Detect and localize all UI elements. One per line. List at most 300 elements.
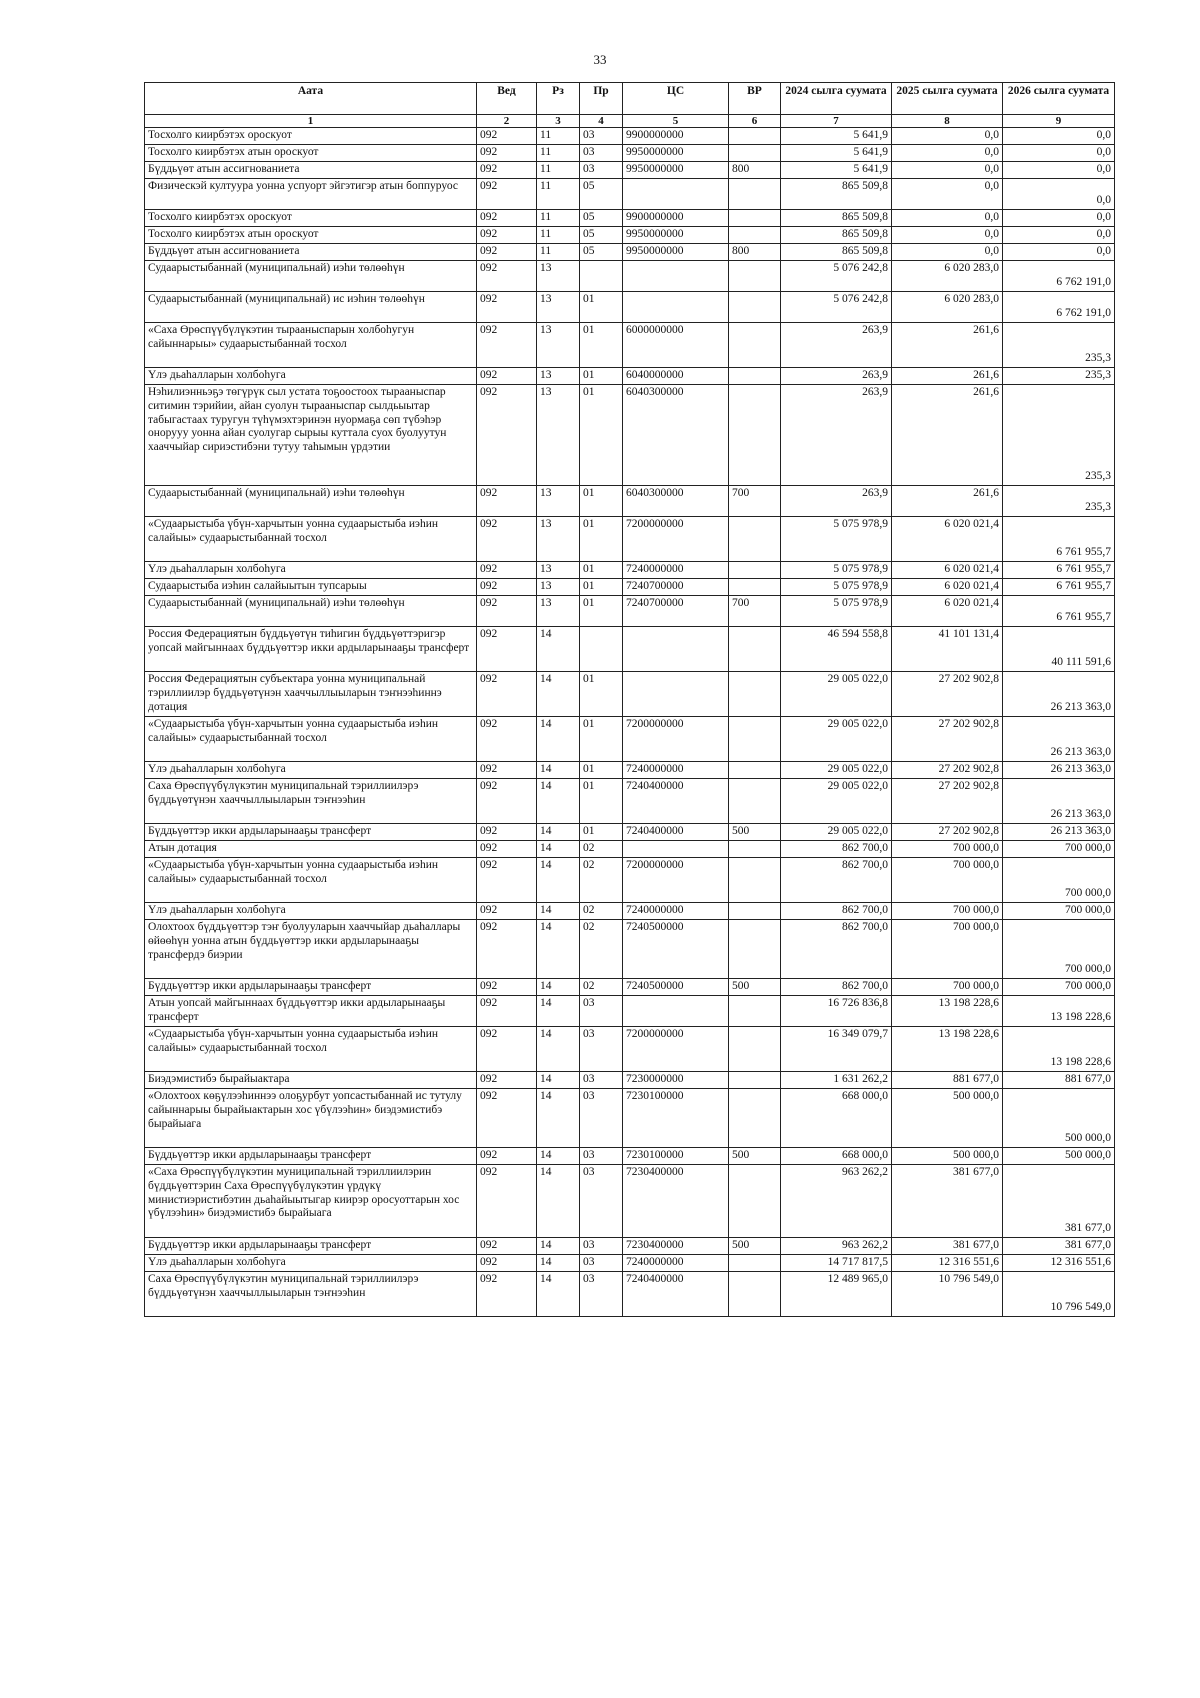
row-2024-cell: 263,9: [781, 385, 892, 486]
row-2024-cell: 865 509,8: [781, 179, 892, 210]
row-ved-cell: 092: [477, 596, 537, 627]
row-2026-cell: 26 213 363,0: [1003, 762, 1115, 779]
row-2025-cell: 261,6: [892, 368, 1003, 385]
row-cs-cell: 7200000000: [623, 858, 729, 903]
row-vr-cell: [729, 996, 781, 1027]
row-vr-cell: [729, 1027, 781, 1072]
row-2024-cell: 12 489 965,0: [781, 1272, 892, 1317]
row-2026-cell: 381 677,0: [1003, 1238, 1115, 1255]
row-vr-cell: [729, 323, 781, 368]
row-2026-cell: 6 761 955,7: [1003, 562, 1115, 579]
row-2026-cell: 26 213 363,0: [1003, 824, 1115, 841]
row-2025-cell: 12 316 551,6: [892, 1255, 1003, 1272]
row-cs-cell: [623, 627, 729, 672]
column-number: 4: [580, 115, 623, 128]
row-rz-cell: 13: [537, 261, 580, 292]
row-2025-cell: 0,0: [892, 244, 1003, 261]
header-cell-2025: 2025 сылга суумата: [892, 83, 1003, 115]
row-2024-cell: 29 005 022,0: [781, 824, 892, 841]
row-ved-cell: 092: [477, 486, 537, 517]
row-cs-cell: 7240000000: [623, 1255, 729, 1272]
table-row: [145, 385, 1115, 486]
row-pr-cell: 01: [580, 385, 623, 486]
row-2024-cell: 862 700,0: [781, 841, 892, 858]
row-2024-cell: 16 349 079,7: [781, 1027, 892, 1072]
row-2024-cell: 865 509,8: [781, 227, 892, 244]
row-cs-cell: 9900000000: [623, 210, 729, 227]
row-vr-cell: [729, 1165, 781, 1238]
row-vr-cell: [729, 627, 781, 672]
table-row: [145, 762, 1115, 779]
column-number-row: [145, 115, 1115, 128]
row-pr-cell: 03: [580, 1165, 623, 1238]
row-name-cell: Судаарыстыбаннай (муниципальнай) ис иэһин төлөөһүн: [145, 292, 477, 323]
header-cell-vr: ВР: [729, 83, 781, 115]
row-vr-cell: [729, 261, 781, 292]
row-cs-cell: 7200000000: [623, 517, 729, 562]
row-pr-cell: 03: [580, 1255, 623, 1272]
header-cell-pr: Пр: [580, 83, 623, 115]
row-vr-cell: [729, 762, 781, 779]
row-vr-cell: [729, 517, 781, 562]
row-2026-cell: 6 761 955,7: [1003, 596, 1115, 627]
table-row: [145, 1027, 1115, 1072]
row-rz-cell: 14: [537, 1165, 580, 1238]
row-2025-cell: 27 202 902,8: [892, 762, 1003, 779]
row-2024-cell: 668 000,0: [781, 1148, 892, 1165]
row-rz-cell: 11: [537, 244, 580, 261]
row-name-cell: Үлэ дьаһалларын холбоһуга: [145, 1255, 477, 1272]
row-name-cell: Үлэ дьаһалларын холбоһуга: [145, 762, 477, 779]
header-cell-rz: Рз: [537, 83, 580, 115]
table-row: [145, 1255, 1115, 1272]
row-ved-cell: 092: [477, 368, 537, 385]
row-2026-cell: 881 677,0: [1003, 1072, 1115, 1089]
row-rz-cell: 13: [537, 596, 580, 627]
row-ved-cell: 092: [477, 579, 537, 596]
row-ved-cell: 092: [477, 162, 537, 179]
row-ved-cell: 092: [477, 244, 537, 261]
row-2024-cell: 16 726 836,8: [781, 996, 892, 1027]
row-pr-cell: 02: [580, 858, 623, 903]
row-2026-cell: 700 000,0: [1003, 979, 1115, 996]
row-ved-cell: 092: [477, 1165, 537, 1238]
row-vr-cell: 500: [729, 1238, 781, 1255]
row-2026-cell: 0,0: [1003, 128, 1115, 145]
row-rz-cell: 14: [537, 1272, 580, 1317]
row-cs-cell: 7240400000: [623, 779, 729, 824]
row-cs-cell: 7240500000: [623, 920, 729, 979]
table-row: [145, 179, 1115, 210]
row-vr-cell: [729, 579, 781, 596]
table-row: [145, 841, 1115, 858]
row-pr-cell: 03: [580, 996, 623, 1027]
row-2024-cell: 862 700,0: [781, 858, 892, 903]
table-row: [145, 145, 1115, 162]
row-pr-cell: 01: [580, 779, 623, 824]
row-cs-cell: 9950000000: [623, 244, 729, 261]
row-pr-cell: 01: [580, 292, 623, 323]
row-2025-cell: 6 020 021,4: [892, 579, 1003, 596]
row-name-cell: Бүддьүөттэр икки ардыларынааҕы трансферт: [145, 1238, 477, 1255]
table-row: [145, 1238, 1115, 1255]
row-pr-cell: 03: [580, 1072, 623, 1089]
row-2024-cell: 5 641,9: [781, 162, 892, 179]
row-vr-cell: [729, 672, 781, 717]
row-ved-cell: 092: [477, 323, 537, 368]
row-vr-cell: 700: [729, 596, 781, 627]
row-rz-cell: 14: [537, 1148, 580, 1165]
row-vr-cell: [729, 1072, 781, 1089]
row-vr-cell: [729, 292, 781, 323]
row-vr-cell: [729, 717, 781, 762]
row-rz-cell: 14: [537, 1027, 580, 1072]
column-number: 2: [477, 115, 537, 128]
row-2026-cell: 40 111 591,6: [1003, 627, 1115, 672]
row-ved-cell: 092: [477, 627, 537, 672]
row-2025-cell: 13 198 228,6: [892, 996, 1003, 1027]
row-rz-cell: 11: [537, 210, 580, 227]
header-cell-2026: 2026 сылга суумата: [1003, 83, 1115, 115]
row-name-cell: Үлэ дьаһалларын холбоһуга: [145, 562, 477, 579]
table-row: [145, 562, 1115, 579]
row-cs-cell: [623, 996, 729, 1027]
row-2024-cell: 862 700,0: [781, 979, 892, 996]
row-2025-cell: 500 000,0: [892, 1089, 1003, 1148]
table-row: [145, 1089, 1115, 1148]
table-row: [145, 779, 1115, 824]
table-row: [145, 517, 1115, 562]
row-2025-cell: 6 020 021,4: [892, 562, 1003, 579]
row-pr-cell: 03: [580, 145, 623, 162]
row-ved-cell: 092: [477, 920, 537, 979]
row-pr-cell: 01: [580, 562, 623, 579]
row-cs-cell: 7240400000: [623, 1272, 729, 1317]
row-name-cell: «Саха Өрөспүүбүлүкэтин тырааныспарын холбоһугун сайыннарыы» судаарыстыбаннай тосхол: [145, 323, 477, 368]
row-2025-cell: 381 677,0: [892, 1165, 1003, 1238]
row-rz-cell: 14: [537, 996, 580, 1027]
row-cs-cell: 7240000000: [623, 762, 729, 779]
row-rz-cell: 13: [537, 292, 580, 323]
row-rz-cell: 14: [537, 824, 580, 841]
row-pr-cell: 01: [580, 579, 623, 596]
row-rz-cell: 14: [537, 627, 580, 672]
table-row: [145, 903, 1115, 920]
row-rz-cell: 13: [537, 579, 580, 596]
row-2024-cell: 865 509,8: [781, 210, 892, 227]
column-number: 1: [145, 115, 477, 128]
row-pr-cell: 03: [580, 162, 623, 179]
table-row: [145, 579, 1115, 596]
row-pr-cell: 02: [580, 979, 623, 996]
row-pr-cell: 05: [580, 227, 623, 244]
header-row: [145, 83, 1115, 115]
row-2025-cell: 27 202 902,8: [892, 717, 1003, 762]
row-ved-cell: 092: [477, 145, 537, 162]
table-row: [145, 227, 1115, 244]
table-row: [145, 1148, 1115, 1165]
row-2025-cell: 700 000,0: [892, 903, 1003, 920]
row-2024-cell: 263,9: [781, 323, 892, 368]
row-vr-cell: [729, 368, 781, 385]
header-cell-name: Аата: [145, 83, 477, 115]
row-vr-cell: 700: [729, 486, 781, 517]
row-name-cell: Тосхолго киирбэтэх атын ороскуот: [145, 227, 477, 244]
row-name-cell: Бүддьүөт атын ассигнованиета: [145, 244, 477, 261]
row-2026-cell: 26 213 363,0: [1003, 779, 1115, 824]
row-ved-cell: 092: [477, 210, 537, 227]
row-name-cell: Судаарыстыбаннай (муниципальнай) иэһи төлөөһүн: [145, 486, 477, 517]
row-cs-cell: 6040000000: [623, 368, 729, 385]
row-rz-cell: 13: [537, 517, 580, 562]
row-cs-cell: 7240000000: [623, 562, 729, 579]
column-number: 9: [1003, 115, 1115, 128]
row-2025-cell: 381 677,0: [892, 1238, 1003, 1255]
row-vr-cell: 800: [729, 244, 781, 261]
row-vr-cell: [729, 920, 781, 979]
row-rz-cell: 14: [537, 903, 580, 920]
table-row: [145, 261, 1115, 292]
row-2024-cell: 5 641,9: [781, 128, 892, 145]
row-2026-cell: 6 761 955,7: [1003, 517, 1115, 562]
row-name-cell: Тосхолго киирбэтэх ороскуот: [145, 128, 477, 145]
row-rz-cell: 11: [537, 227, 580, 244]
row-2025-cell: 700 000,0: [892, 841, 1003, 858]
row-2025-cell: 0,0: [892, 162, 1003, 179]
row-vr-cell: [729, 179, 781, 210]
row-vr-cell: [729, 145, 781, 162]
row-rz-cell: 14: [537, 779, 580, 824]
row-2024-cell: 14 717 817,5: [781, 1255, 892, 1272]
row-2026-cell: 13 198 228,6: [1003, 996, 1115, 1027]
row-name-cell: Тосхолго киирбэтэх атын ороскуот: [145, 145, 477, 162]
table-row: [145, 292, 1115, 323]
row-rz-cell: 14: [537, 672, 580, 717]
table-body: [145, 128, 1115, 1317]
row-2025-cell: 41 101 131,4: [892, 627, 1003, 672]
row-2026-cell: 6 762 191,0: [1003, 292, 1115, 323]
row-ved-cell: 092: [477, 261, 537, 292]
header-cell-2024: 2024 сылга суумата: [781, 83, 892, 115]
row-cs-cell: 7230100000: [623, 1089, 729, 1148]
row-cs-cell: 7240400000: [623, 824, 729, 841]
row-name-cell: Тосхолго киирбэтэх ороскуот: [145, 210, 477, 227]
row-cs-cell: 7230400000: [623, 1165, 729, 1238]
row-name-cell: Бүддьүөттэр икки ардыларынааҕы трансферт: [145, 824, 477, 841]
row-2026-cell: 12 316 551,6: [1003, 1255, 1115, 1272]
row-ved-cell: 092: [477, 762, 537, 779]
row-ved-cell: 092: [477, 841, 537, 858]
row-rz-cell: 11: [537, 145, 580, 162]
row-name-cell: Бүддьүөттэр икки ардыларынааҕы трансферт: [145, 1148, 477, 1165]
row-cs-cell: [623, 672, 729, 717]
row-cs-cell: 9950000000: [623, 227, 729, 244]
row-name-cell: Судаарыстыбаннай (муниципальнай) иэһи төлөөһүн: [145, 596, 477, 627]
row-pr-cell: 01: [580, 368, 623, 385]
row-cs-cell: 6000000000: [623, 323, 729, 368]
row-ved-cell: 092: [477, 672, 537, 717]
row-vr-cell: [729, 562, 781, 579]
row-pr-cell: 01: [580, 596, 623, 627]
row-2026-cell: 10 796 549,0: [1003, 1272, 1115, 1317]
row-ved-cell: 092: [477, 858, 537, 903]
table-row: [145, 1272, 1115, 1317]
row-name-cell: «Судаарыстыба үбүн-харчытын уонна судаарыстыба иэһин салайыы» судаарыстыбаннай тосхол: [145, 1027, 477, 1072]
row-rz-cell: 13: [537, 385, 580, 486]
row-2026-cell: 700 000,0: [1003, 858, 1115, 903]
row-name-cell: Атын уопсай майгыннаах бүддьүөттэр икки ардыларынааҕы трансферт: [145, 996, 477, 1027]
row-ved-cell: 092: [477, 1255, 537, 1272]
table-row: [145, 210, 1115, 227]
row-pr-cell: 02: [580, 903, 623, 920]
table-row: [145, 1165, 1115, 1238]
row-ved-cell: 092: [477, 517, 537, 562]
row-name-cell: «Олохтоох көҕүлээһиннээ олоҕурбут уопсастыбаннай ис тутулу сайыннарыы бырайыактарын хос үбүлээһин» биэдэмистибэ бырайыага: [145, 1089, 477, 1148]
row-2024-cell: 263,9: [781, 368, 892, 385]
row-rz-cell: 13: [537, 368, 580, 385]
row-2026-cell: 381 677,0: [1003, 1165, 1115, 1238]
row-vr-cell: [729, 385, 781, 486]
row-2024-cell: 963 262,2: [781, 1238, 892, 1255]
row-2026-cell: 235,3: [1003, 385, 1115, 486]
table-row: [145, 858, 1115, 903]
column-number: 6: [729, 115, 781, 128]
row-rz-cell: 13: [537, 562, 580, 579]
row-2025-cell: 27 202 902,8: [892, 824, 1003, 841]
row-2025-cell: 6 020 021,4: [892, 517, 1003, 562]
table-row: [145, 368, 1115, 385]
row-ved-cell: 092: [477, 128, 537, 145]
row-name-cell: Судаарыстыба иэһин салайыытын тупсарыы: [145, 579, 477, 596]
row-vr-cell: [729, 128, 781, 145]
row-2024-cell: 29 005 022,0: [781, 717, 892, 762]
row-vr-cell: [729, 227, 781, 244]
row-ved-cell: 092: [477, 385, 537, 486]
row-rz-cell: 11: [537, 162, 580, 179]
row-vr-cell: [729, 903, 781, 920]
row-ved-cell: 092: [477, 1089, 537, 1148]
row-2024-cell: 5 641,9: [781, 145, 892, 162]
row-cs-cell: 7240500000: [623, 979, 729, 996]
row-cs-cell: 9900000000: [623, 128, 729, 145]
row-vr-cell: [729, 1255, 781, 1272]
row-ved-cell: 092: [477, 996, 537, 1027]
row-2026-cell: 235,3: [1003, 368, 1115, 385]
row-2024-cell: 5 075 978,9: [781, 517, 892, 562]
row-2025-cell: 0,0: [892, 227, 1003, 244]
row-2024-cell: 46 594 558,8: [781, 627, 892, 672]
row-ved-cell: 092: [477, 1027, 537, 1072]
row-pr-cell: 05: [580, 179, 623, 210]
row-2024-cell: 5 076 242,8: [781, 292, 892, 323]
row-2025-cell: 0,0: [892, 179, 1003, 210]
row-vr-cell: 800: [729, 162, 781, 179]
row-cs-cell: 7200000000: [623, 717, 729, 762]
row-ved-cell: 092: [477, 903, 537, 920]
row-rz-cell: 14: [537, 858, 580, 903]
row-cs-cell: 9950000000: [623, 145, 729, 162]
row-2026-cell: 0,0: [1003, 244, 1115, 261]
header-cell-ved: Вед: [477, 83, 537, 115]
row-pr-cell: 03: [580, 1148, 623, 1165]
row-pr-cell: 03: [580, 1272, 623, 1317]
row-cs-cell: 7240000000: [623, 903, 729, 920]
table-row: [145, 920, 1115, 979]
row-2025-cell: 10 796 549,0: [892, 1272, 1003, 1317]
row-vr-cell: [729, 1089, 781, 1148]
row-name-cell: Олохтоох бүддьүөттэр тэҥ буолууларын хааччыйар дьаһаллары өйөөһүн уонна атын бүддьүөттэр икки ардыларынааҕы трансфердэ биэрии: [145, 920, 477, 979]
row-cs-cell: 7230400000: [623, 1238, 729, 1255]
row-ved-cell: 092: [477, 779, 537, 824]
row-ved-cell: 092: [477, 717, 537, 762]
row-pr-cell: 05: [580, 210, 623, 227]
row-2025-cell: 500 000,0: [892, 1148, 1003, 1165]
row-pr-cell: 03: [580, 128, 623, 145]
row-2026-cell: 500 000,0: [1003, 1148, 1115, 1165]
row-2025-cell: 261,6: [892, 323, 1003, 368]
row-cs-cell: [623, 292, 729, 323]
column-number: 8: [892, 115, 1003, 128]
row-rz-cell: 14: [537, 717, 580, 762]
column-number: 5: [623, 115, 729, 128]
row-2024-cell: 1 631 262,2: [781, 1072, 892, 1089]
row-2026-cell: 700 000,0: [1003, 841, 1115, 858]
row-name-cell: Атын дотация: [145, 841, 477, 858]
row-2024-cell: 263,9: [781, 486, 892, 517]
row-cs-cell: 9950000000: [623, 162, 729, 179]
table-row: [145, 824, 1115, 841]
row-pr-cell: 01: [580, 824, 623, 841]
row-rz-cell: 14: [537, 1255, 580, 1272]
row-2025-cell: 6 020 021,4: [892, 596, 1003, 627]
row-pr-cell: 01: [580, 717, 623, 762]
row-2026-cell: 26 213 363,0: [1003, 672, 1115, 717]
row-2026-cell: 235,3: [1003, 486, 1115, 517]
row-2026-cell: 0,0: [1003, 227, 1115, 244]
row-name-cell: Физическэй култуура уонна успуорт эйгэтигэр атын боппуруос: [145, 179, 477, 210]
row-name-cell: Үлэ дьаһалларын холбоһуга: [145, 368, 477, 385]
row-2026-cell: 700 000,0: [1003, 903, 1115, 920]
row-2025-cell: 27 202 902,8: [892, 672, 1003, 717]
row-vr-cell: [729, 210, 781, 227]
table-row: [145, 162, 1115, 179]
row-pr-cell: 02: [580, 920, 623, 979]
row-2026-cell: 6 762 191,0: [1003, 261, 1115, 292]
row-2025-cell: 261,6: [892, 385, 1003, 486]
row-2025-cell: 261,6: [892, 486, 1003, 517]
row-pr-cell: [580, 261, 623, 292]
row-2024-cell: 862 700,0: [781, 920, 892, 979]
row-pr-cell: [580, 627, 623, 672]
row-ved-cell: 092: [477, 562, 537, 579]
row-ved-cell: 092: [477, 1148, 537, 1165]
row-cs-cell: 6040300000: [623, 486, 729, 517]
table-row: [145, 1072, 1115, 1089]
row-vr-cell: 500: [729, 979, 781, 996]
row-2026-cell: 0,0: [1003, 145, 1115, 162]
row-vr-cell: 500: [729, 824, 781, 841]
page-number: 33: [593, 52, 607, 67]
row-2024-cell: 29 005 022,0: [781, 779, 892, 824]
row-vr-cell: [729, 779, 781, 824]
row-ved-cell: 092: [477, 824, 537, 841]
row-2026-cell: 0,0: [1003, 179, 1115, 210]
row-rz-cell: 14: [537, 1238, 580, 1255]
row-2024-cell: 963 262,2: [781, 1165, 892, 1238]
row-2025-cell: 0,0: [892, 210, 1003, 227]
row-rz-cell: 13: [537, 486, 580, 517]
table-row: [145, 717, 1115, 762]
